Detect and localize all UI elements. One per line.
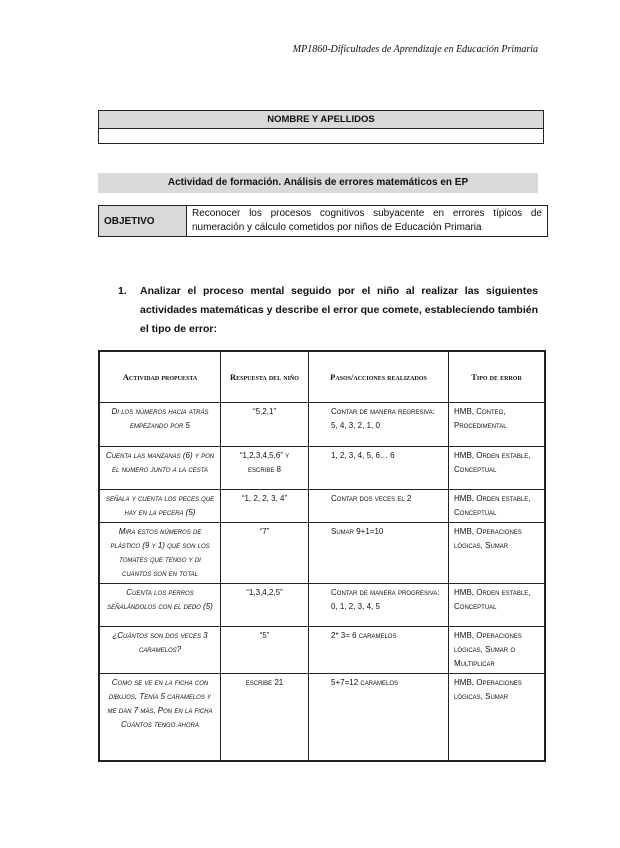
question-number: 1.	[118, 285, 127, 297]
table-cell: Contar de manera progresiva: 0, 1, 2, 3, 4, 5	[309, 584, 449, 627]
table-row	[99, 627, 545, 674]
column-header: Actividad propuesta	[99, 351, 221, 403]
table-cell: “7”	[221, 523, 309, 584]
column-header: Respuesta del niño	[221, 351, 309, 403]
name-field[interactable]	[99, 129, 543, 144]
table-cell: HMB, Conteo, Procedimental	[449, 403, 546, 447]
running-header: MP1860-Dificultades de Aprendizaje en Educación Primaria	[292, 44, 538, 55]
table-cell: ¿Cuántos son dos veces 3 caramelos?	[99, 627, 221, 674]
table-cell: HMB, Operaciones lógicas, Sumar	[449, 674, 546, 761]
table-row	[99, 523, 545, 584]
table-row	[99, 447, 545, 490]
errors-table	[98, 350, 546, 762]
table-cell: Como se ve en la ficha con dibujos, Tenía 5 caramelos y me dan 7 más, Pon en la ficha Cuántos tengo ahora	[99, 674, 221, 761]
question-text: Analizar el proceso mental seguido por el niño al realizar las siguientes actividades matemáticas y describe el error que comete, estableciendo también el tipo de error:	[140, 285, 539, 335]
table-cell: “5,2,1”	[221, 403, 309, 447]
table-cell: Contar dos veces el 2	[309, 490, 449, 523]
name-label: NOMBRE Y APELLIDOS	[99, 111, 543, 129]
table-cell: “1,2,3,4,5,6” y escribe 8	[221, 447, 309, 490]
table-cell: 2* 3= 6 caramelos	[309, 627, 449, 674]
table-cell: Contar de manera regresiva: 5, 4, 3, 2, 1, 0	[309, 403, 449, 447]
table-cell: HMB, Orden estable, Conceptual	[449, 584, 546, 627]
table-cell: Mira estos números de plástico (9 y 1) que son los tomates que tengo y di cuantos son en total	[99, 523, 221, 584]
table-cell: 5+7=12 caramelos	[309, 674, 449, 761]
table-cell: Cuenta las manzanas (6) y pon el numero junto a la cesta	[99, 447, 221, 490]
name-box	[98, 110, 544, 144]
table-cell: Sumar 9+1=10	[309, 523, 449, 584]
table-cell: señala y cuenta los peces que hay en la pecera (5)	[99, 490, 221, 523]
table-row	[99, 490, 545, 523]
table-cell: HMB, Operaciones lógicas, Sumar o Multiplicar	[449, 627, 546, 674]
column-header: Pasos/acciones realizados	[309, 351, 449, 403]
table-cell: “1, 2, 2, 3, 4”	[221, 490, 309, 523]
question	[118, 282, 538, 339]
activity-title: Actividad de formación. Análisis de errores matemáticos en EP	[98, 173, 538, 193]
table-cell: 1, 2, 3, 4, 5, 6… 6	[309, 447, 449, 490]
table-row	[99, 584, 545, 627]
objective-table	[98, 205, 548, 237]
objective-label: OBJETIVO	[99, 206, 187, 236]
table-cell: Cuenta los perros señalándolos con el dedo (5)	[99, 584, 221, 627]
table-cell: HMB, Operaciones lógicas, Sumar	[449, 523, 546, 584]
table-row	[99, 674, 545, 761]
table-cell: Di los números hacia atrás empezando por 5	[99, 403, 221, 447]
table-cell: HMB, Orden estable, Conceptual	[449, 447, 546, 490]
objective-text: Reconocer los procesos cognitivos subyacente en errores típicos de numeración y cálculo cometidos por niños de Educación Primaria	[192, 208, 542, 233]
table-row	[99, 403, 545, 447]
table-cell: HMB, Orden estable, Conceptual	[449, 490, 546, 523]
table-cell: “1,3,4,2,5”	[221, 584, 309, 627]
table-cell: “5”	[221, 627, 309, 674]
column-header: Tipo de error	[449, 351, 546, 403]
table-cell: escribe 21	[221, 674, 309, 761]
